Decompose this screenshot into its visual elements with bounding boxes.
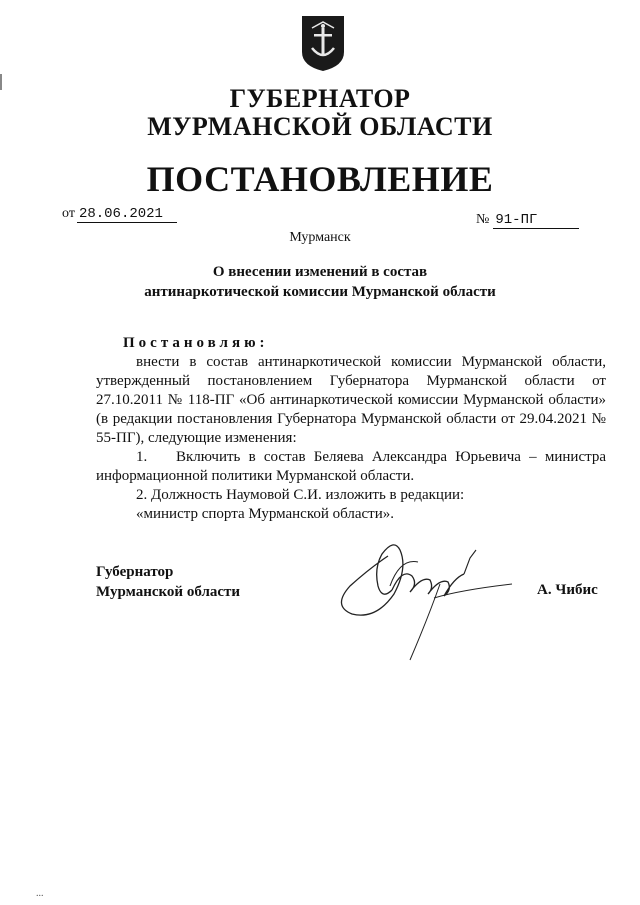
signer-position-line-2: Мурманской области — [96, 584, 241, 600]
list-item-1-number: 1. — [136, 449, 148, 465]
signer-name: А. Чибис — [537, 582, 598, 598]
number-value: 91-ПГ — [493, 212, 579, 229]
signer-position — [96, 562, 240, 602]
handwritten-signature — [330, 528, 530, 668]
city-label: Мурманск — [289, 230, 351, 245]
signer-position-line-1: Губернатор — [96, 564, 174, 580]
coat-of-arms-icon — [300, 14, 346, 72]
decree-word: Постановляю: — [123, 335, 269, 351]
issuer-title-line-1: ГУБЕРНАТОР — [229, 84, 411, 113]
issuer-title-line-2: МУРМАНСКОЙ ОБЛАСТИ — [147, 112, 493, 141]
body-paragraph-1: внести в состав антинаркотической комиссии Мурманской области, утвержденный постановлением Губернатора Мурманской области от 27.10.2011 № 118-ПГ «Об антинаркотической комиссии Мурманской области» (в редакции постановления Губернатора Мурманской области от 29.04.2021 № 55-ПГ), следующие изменения: — [96, 354, 606, 446]
document-type-title: ПОСТАНОВЛЕНИЕ — [146, 159, 494, 199]
list-item-2: 2. Должность Наумовой С.И. изложить в редакции: — [136, 487, 465, 503]
date-prefix: от — [62, 206, 75, 221]
list-item-2-quote: «министр спорта Мурманской области». — [136, 506, 395, 522]
number-prefix: № — [476, 212, 490, 227]
document-body — [96, 334, 606, 524]
number-field — [476, 212, 579, 229]
list-item-1-text: Включить в состав Беляева Александра Юрьевича – министра информационной политики Мурманской области. — [96, 449, 606, 484]
subject-heading — [0, 262, 640, 302]
date-field — [62, 206, 177, 223]
date-value: 28.06.2021 — [77, 206, 177, 223]
subject-line-1: О внесении изменений в состав — [212, 264, 428, 280]
footer-marks: ... — [36, 888, 44, 899]
subject-line-2: антинаркотической комиссии Мурманской области — [144, 284, 496, 300]
